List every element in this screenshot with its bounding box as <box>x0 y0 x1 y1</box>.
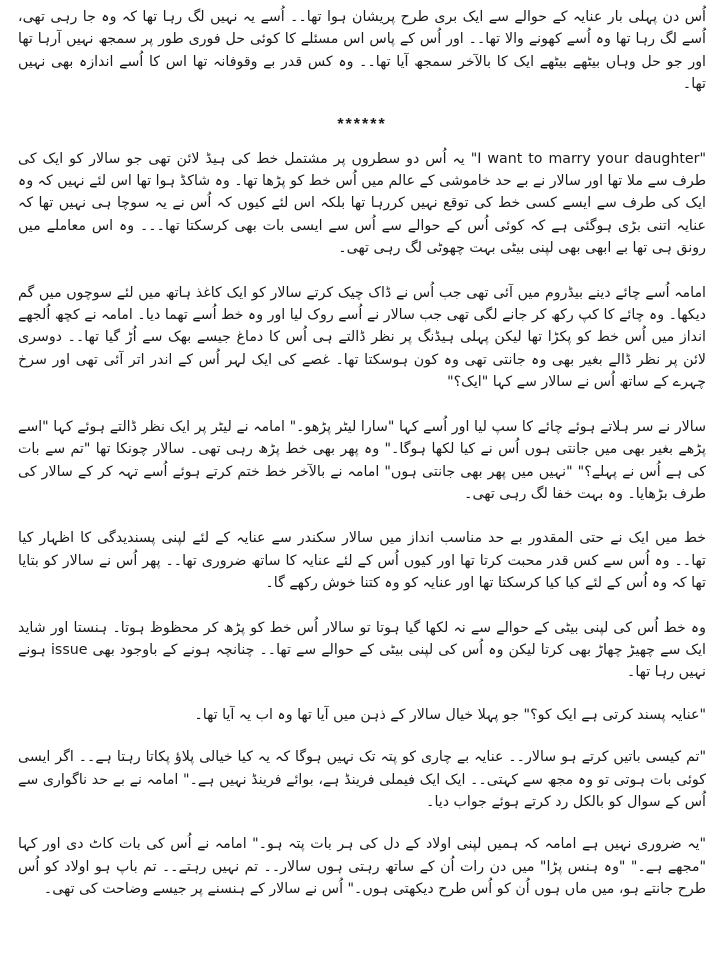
paragraph-6: وہ خط اُس کی لپنی بیٹی کے حوالے سے نہ لکھا گیا ہوتا تو سالار اُس خط کو پڑھ کر محظوظ ہوتا۔ ہنستا اور شاید ایک سے چھیڑ چھاڑ بھی کرتا لیکن وہ اُس کی لپنی بیٹی کے حوالے سے تھا۔۔ چنانچہ ہونے کے باوجود بھی issue ہونے نہیں رہا تھا۔ <box>18 619 707 681</box>
paragraph-1: اُس دن پہلی بار عنایہ کے حوالے سے ایک بری طرح پریشان ہوا تھا۔۔ اُسے یہ نہیں لگ رہا تھا کہ وہ جا رہی تھی، اُسے لگ رہا تھا وہ اُسے کھونے والا تھا۔۔ اور اُس کے پاس اس مسئلے کا کوئی حل فوری طور پر سمجھ نہیں آرہا تھا اور جو حل وہاں بیٹھے بیٹھے ایک کا بالآخر سمجھ آیا تھا۔۔ وہ کس قدر بے وقوفانہ تھا اس کا اُسے اندازہ بھی نہیں تھا۔ <box>18 9 706 93</box>
paragraph-2: "I want to marry your daughter" یہ اُس دو سطروں پر مشتمل خط کی ہیڈ لائن تھی جو سالار کو ایک کی طرف سے ملا تھا اور سالار نے بے حد خاموشی کے عالم میں اُس خط کو پڑھا تھا۔ وہ شاکڈ ہوا تھا اس لئے نہیں کہ وہ ایک کی طرف سے ایسے کسی خط کی توقع نہیں کررہا تھا بلکہ اس لئے کیوں کہ اُس نے یہ سوچا ہی نہیں تھا کہ عنایہ اتنی بڑی ہوگئی ہے کہ کوئی اُس کے حوالے سے اُس سے ایسی بات بھی کرسکتا تھا۔۔۔ وہ اس معاملے میں رونق ہی تھا بے ابھی بھی لپنی بیٹی بہت چھوٹی لگ رہی تھی۔ <box>18 150 706 257</box>
paragraph-4: سالار نے سر ہلاتے ہوئے چائے کا سپ لیا اور اُسے کہا "سارا لیٹر پڑھو۔" امامہ نے لیٹر پر ایک نظر ڈالتے ہوئے کہا "اسے پڑھے بغیر بھی میں جانتی ہوں اُس نے کیا لکھا ہوگا۔" وہ پھر بھی خط پڑھ رہی تھی۔ سالار چونکا تھا "تم سے بات کی ہے اُس نے پہلے؟" "نہیں میں پھر بھی جانتی ہوں" امامہ نے بالآخر خط ختم کرتے ہوئے اُسے تہہ کر کے سالار کی طرف بڑھایا۔ وہ بہت خفا لگ رہی تھی۔ <box>18 418 706 502</box>
paragraph-5: خط میں ایک نے حتی المقدور بے حد مناسب انداز میں سالار سکندر سے عنایہ کے لئے لپنی پسندیدگی کا اظہار کیا تھا۔۔ وہ اُس سے کس قدر محبت کرتا تھا اور کیوں اُس کے لئے عنایہ کا ساتھ ضروری تھا۔۔ پھر اُس نے سالار کو بتایا تھا کہ وہ اُس کے لئے کیا کیا کرسکتا تھا اور عنایہ کو وہ کتنا خوش رکھے گا۔ <box>18 530 706 592</box>
paragraph-8: "تم کیسی باتیں کرتے ہو سالار۔۔ عنایہ بے چاری کو پتہ تک نہیں ہوگا کہ یہ کیا خیالی پلاؤ پکاتا رہتا ہے۔۔ اگر ایسی کوئی بات ہوتی تو وہ مجھ سے کہتی۔۔ ایک ایک فیملی فرینڈ ہے، بوائے فرینڈ نہیں ہے۔" امامہ نے بے حد ناگواری سے اُس کے سوال کو بالکل رد کرتے ہوئے جواب دیا۔ <box>18 749 706 810</box>
paragraph-7: "عنایہ پسند کرتی ہے ایک کو؟" جو پہلا خیال سالار کے ذہن میں آیا تھا وہ اب یہ آیا تھا۔ <box>194 706 706 723</box>
paragraph-3: امامہ اُسے چائے دینے بیڈروم میں آئی تھی جب اُس نے ڈاک چیک کرتے سالار کو ایک کاغذ ہاتھ میں لئے سوچوں میں گم دیکھا۔ وہ چائے کا کپ رکھ کر جانے لگی تھی جب سالار نے اُسے روک لیا اور وہ خط اُسے تھما دیا۔ امامہ نے کچھ اُلجھے انداز میں اُس خط کو پکڑا تھا لیکن پہلی ہیڈنگ پر نظر ڈالتے ہی اُس کا دماغ جیسے بھک سے اُڑ گیا تھا۔۔ دوسری لائن پر نظر ڈالے بغیر بھی وہ جانتی تھی وہ کون ہوسکتا تھا۔ غصے کی ایک لہر اُس کے اندر اتر آئی تھی اور سرخ چہرے کے ساتھ اُس نے سالار سے کہا "ایک؟" <box>18 284 706 391</box>
section-separator: ****** <box>337 115 387 133</box>
paragraph-9: "یہ ضروری نہیں ہے امامہ کہ ہمیں لپنی اولاد کے دل کی ہر بات پتہ ہو۔" امامہ نے اُس کی بات کاٹ دی اور کہا "مجھے ہے۔" "وہ ہنس پڑا" میں دن رات اُن کے ساتھ رہتی ہوں سالار۔۔ تم نہیں رہتے۔۔ تم باپ ہو اولاد کو اُس طرح جانتے ہو، میں ماں ہوں اُن کو اُس طرح دیکھتی ہوں۔" اُس نے سالار کے ہنسنے پر جیسے وضاحت کی تھی۔ <box>18 836 706 898</box>
